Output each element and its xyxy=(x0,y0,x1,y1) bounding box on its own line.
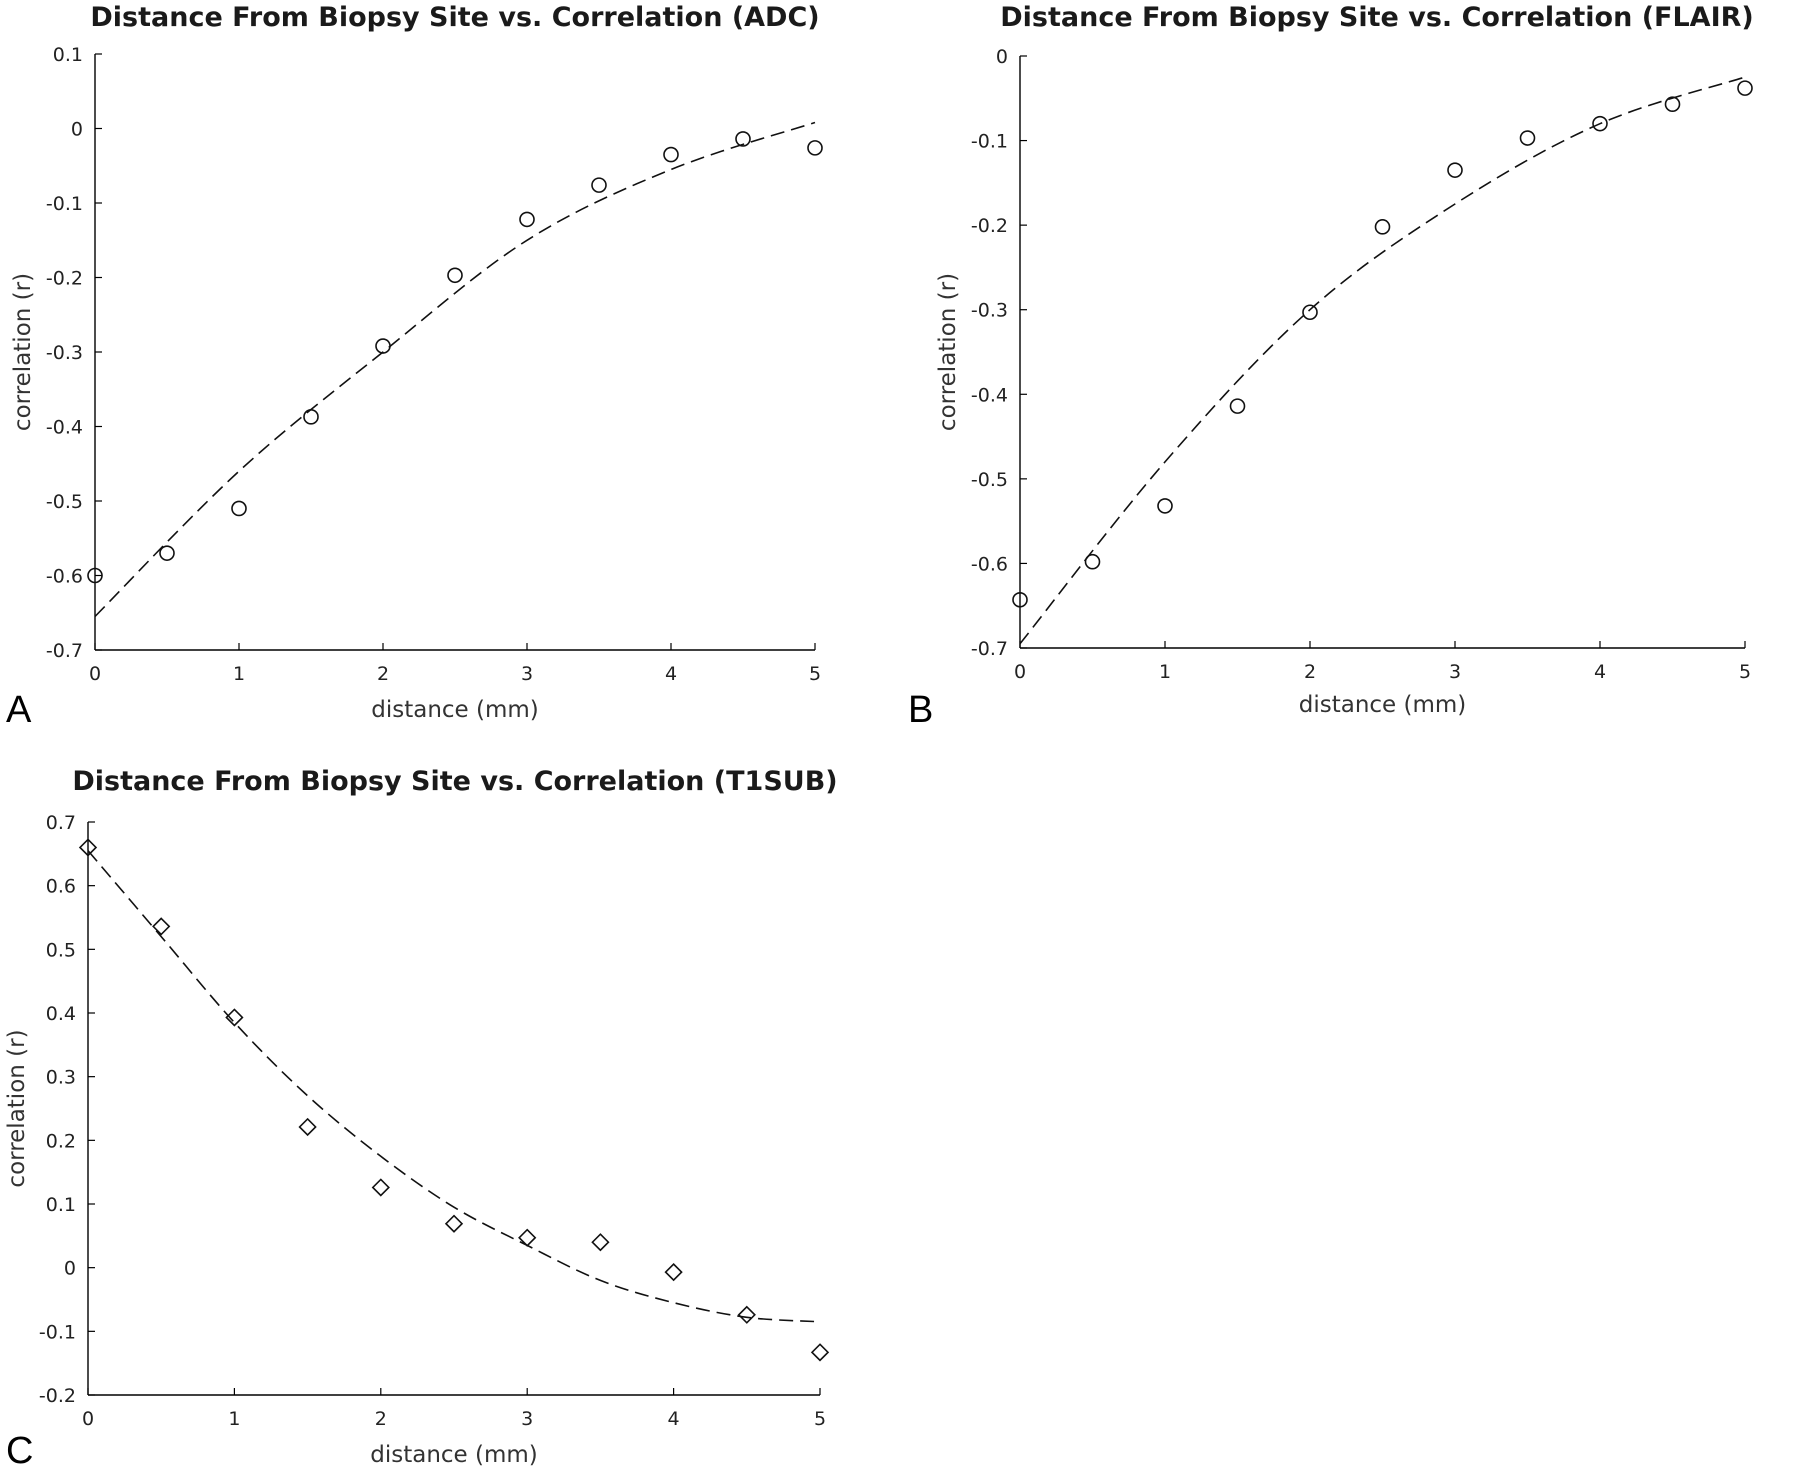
y-axis-label: correlation (r) xyxy=(935,272,961,432)
y-tick-label: 0 xyxy=(995,46,1008,68)
fit-curve xyxy=(95,123,815,617)
x-tick-label: 0 xyxy=(1013,661,1027,683)
y-tick-label: 0.5 xyxy=(45,939,76,962)
x-tick-label: 2 xyxy=(1303,661,1317,683)
y-tick-label: -0.2 xyxy=(38,1385,76,1407)
x-tick-label: 1 xyxy=(1158,661,1172,683)
data-point xyxy=(592,178,606,192)
x-tick-label: 1 xyxy=(232,663,246,685)
x-tick-label: 5 xyxy=(813,1408,827,1430)
data-point xyxy=(1521,131,1535,145)
chart-title: Distance From Biopsy Site vs. Correlation (ADC) xyxy=(90,2,820,33)
data-point xyxy=(300,1119,316,1135)
data-point xyxy=(446,1216,462,1232)
y-tick-label: 0.1 xyxy=(45,1194,76,1216)
x-tick-label: 2 xyxy=(374,1408,387,1430)
y-tick-label: -0.2 xyxy=(970,215,1008,238)
fit-curve xyxy=(88,851,820,1322)
y-tick-label: 0.3 xyxy=(45,1066,76,1089)
y-tick-label: -0.3 xyxy=(45,342,83,364)
y-tick-label: 0 xyxy=(70,118,83,141)
chart-title: Distance From Biopsy Site vs. Correlation (FLAIR) xyxy=(1000,2,1754,33)
x-tick-label: 3 xyxy=(1448,661,1462,683)
data-point xyxy=(304,410,318,424)
y-tick-label: -0.4 xyxy=(970,384,1008,407)
y-tick-label: 0.6 xyxy=(45,875,76,898)
panel-letter: B xyxy=(908,689,934,731)
data-point xyxy=(1231,399,1245,413)
x-tick-label: 5 xyxy=(808,663,822,685)
y-axis-label: correlation (r) xyxy=(4,1029,30,1188)
y-tick-label: -0.7 xyxy=(45,640,83,662)
y-tick-label: -0.2 xyxy=(45,267,83,290)
y-tick-label: -0.5 xyxy=(45,491,83,513)
panel-letter: C xyxy=(6,1430,34,1467)
data-point xyxy=(376,339,390,353)
y-tick-label: 0 xyxy=(63,1257,76,1280)
chart-panel-adc xyxy=(6,2,822,731)
x-tick-label: 4 xyxy=(1593,661,1607,683)
x-tick-label: 3 xyxy=(521,1408,534,1430)
y-tick-label: -0.1 xyxy=(970,130,1008,153)
data-point xyxy=(1086,555,1100,569)
y-tick-label: 0.1 xyxy=(52,44,83,66)
x-tick-label: 4 xyxy=(664,663,678,685)
fit-curve xyxy=(1020,77,1745,644)
y-tick-label: 0.7 xyxy=(45,812,76,834)
data-point xyxy=(666,1264,682,1280)
y-tick-label: 0.4 xyxy=(45,1003,76,1025)
data-point xyxy=(520,212,534,226)
y-tick-label: -0.6 xyxy=(45,565,83,588)
panel-letter: A xyxy=(6,689,32,731)
data-point xyxy=(1738,81,1752,95)
data-point xyxy=(1448,163,1462,177)
y-tick-label: -0.1 xyxy=(45,193,83,215)
data-point xyxy=(1158,499,1172,513)
x-tick-label: 0 xyxy=(81,1408,95,1430)
x-axis-label: distance (mm) xyxy=(370,1442,538,1467)
data-point xyxy=(592,1234,608,1250)
data-point xyxy=(153,918,169,934)
x-tick-label: 5 xyxy=(1738,661,1752,683)
y-tick-label: -0.3 xyxy=(970,299,1008,322)
data-point xyxy=(739,1307,755,1323)
chart-panel-t1sub xyxy=(4,766,838,1467)
data-point xyxy=(160,546,174,560)
chart-title: Distance From Biopsy Site vs. Correlation (T1SUB) xyxy=(72,766,838,797)
y-tick-label: -0.7 xyxy=(970,638,1008,660)
data-point xyxy=(808,141,822,155)
y-tick-label: 0.2 xyxy=(45,1130,76,1153)
y-tick-label: -0.1 xyxy=(38,1321,76,1344)
data-point xyxy=(373,1179,389,1195)
y-tick-label: -0.4 xyxy=(45,416,83,439)
x-tick-label: 2 xyxy=(376,663,390,685)
data-point xyxy=(448,268,462,282)
x-axis-label: distance (mm) xyxy=(1298,692,1467,718)
data-point xyxy=(1376,220,1390,234)
chart-panel-flair xyxy=(908,2,1754,731)
data-point xyxy=(812,1344,828,1360)
y-axis-label: correlation (r) xyxy=(10,272,36,432)
data-point xyxy=(664,148,678,162)
x-tick-label: 4 xyxy=(667,1408,680,1430)
x-tick-label: 1 xyxy=(228,1408,241,1430)
x-axis-label: distance (mm) xyxy=(371,697,539,723)
y-tick-label: -0.6 xyxy=(970,553,1008,576)
data-point xyxy=(232,501,246,515)
x-tick-label: 3 xyxy=(520,663,534,685)
x-tick-label: 0 xyxy=(88,663,102,685)
y-tick-label: -0.5 xyxy=(970,468,1008,491)
data-point xyxy=(1666,97,1680,111)
data-point xyxy=(1303,305,1317,319)
